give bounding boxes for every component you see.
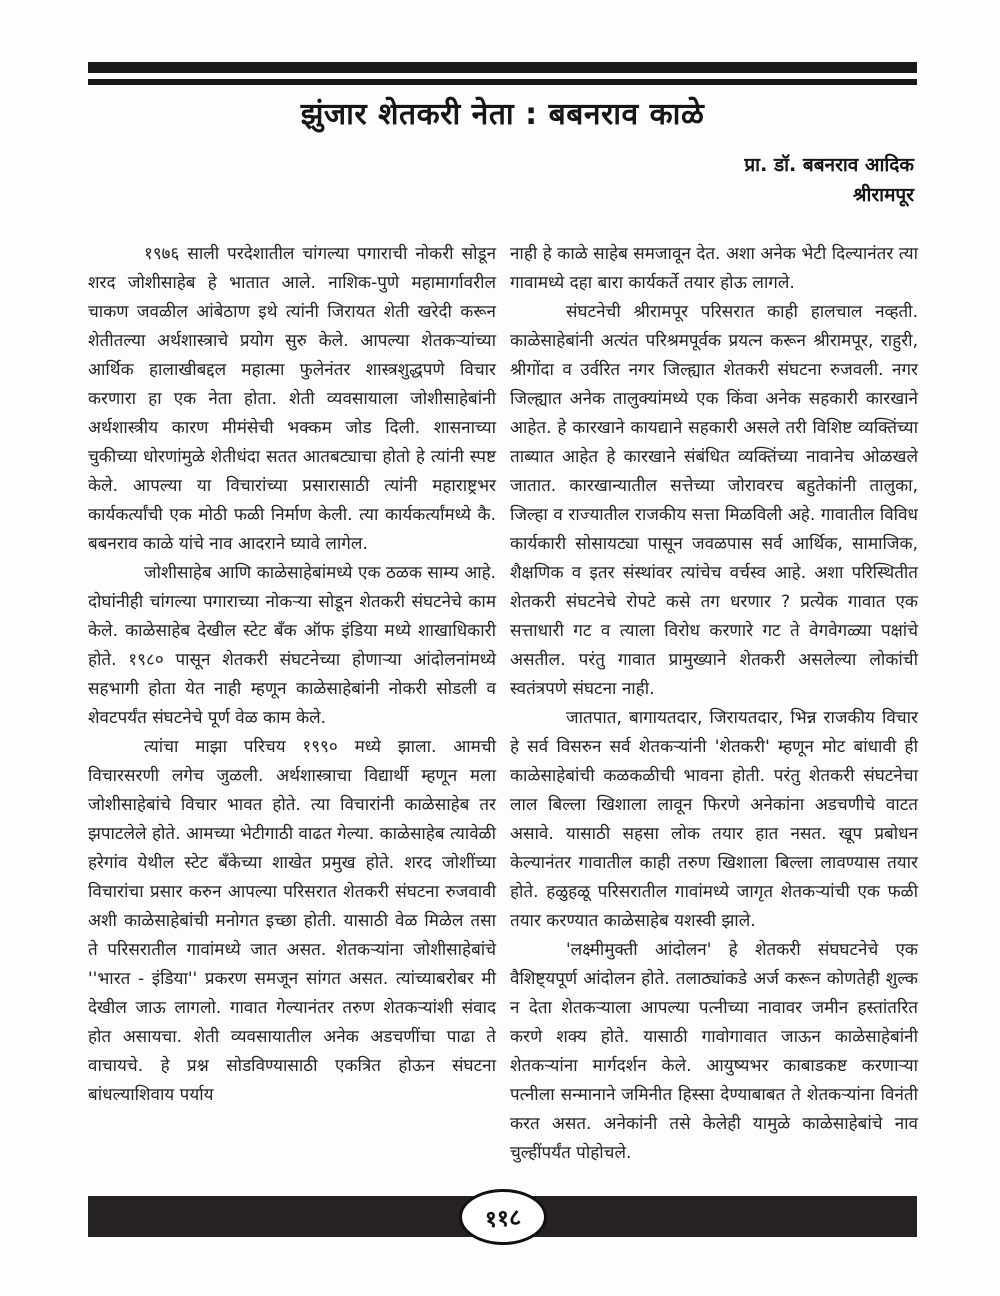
paragraph-acquaintance: त्यांचा माझा परिचय १९९० मध्ये झाला. आमची विचारसरणी लगेच जुळली. अर्थशास्त्राचा विद्यार्थी म्हणून मला जोशीसाहेबांचे विचार भावत होते. त्या विचारांनी काळेसाहेब तर झपाटलेले होते. आमच्या भेटीगाठी वाढत गेल्या. काळेसाहेब त्यावेळी हरेगांव येथील स्टेट बँकेच्या शाखेत प्रमुख होते. शरद जोशींच्या विचारांचा प्रसार करुन आपल्या परिसरात शेतकरी संघटना रुजवावी अशी काळेसाहेबांची मनोगत इच्छा होती. यासाठी वेळ मिळेल तसा ते परिसरातील गावांमध्ये जात असत. शेतकऱ्यांना जोशीसाहेबांचे ''भारत - इंडिया'' प्रकरण समजून सांगत असत. त्यांच्याबरोबर मी देखील जाऊ लागलो. गावात गेल्यानंतर तरुण शेतकऱ्यांशी संवाद होत असायचा. शेती व्यवसायातील अनेक अडचणींचा पाढा ते वाचायचे. हे प्रश्न सोडविण्यासाठी एकत्रित होऊन संघटना बांधल्याशिवाय पर्याय (88, 737, 496, 1105)
author-name: प्रा. डॉ. बबनराव आदिक (744, 154, 914, 176)
author-place: श्रीरामपूर (853, 184, 914, 206)
page-number-badge (459, 1189, 547, 1245)
paragraph-shrirampur: संघटनेची श्रीरामपूर परिसरात काही हालचाल नव्हती. काळेसाहेबांनी अत्यंत परिश्रमपूर्वक प्रयत्न करून श्रीरामपूर, राहुरी, श्रीगोंदा व उर्वरित नगर जिल्ह्यात शेतकरी संघटना रुजवली. नगर जिल्ह्यात अनेक तालुक्यांमध्ये एक किंवा अनेक सहकारी कारखाने आहेत. हे कारखाने कायद्याने सहकारी असले तरी विशिष्ट व्यक्तिंच्या ताब्यात आहेत हे कारखाने संबंधित व्यक्तिंच्या नावानेच ओळखले जातात. कारखान्यातील सत्तेच्या जोरावरच बहुतेकांनी तालुका, जिल्हा व राज्यातील राजकीय सत्ता मिळविली अहे. गावातील विविध कार्यकारी सोसायट्या पासून जवळपास सर्व आर्थिक, सामाजिक, शैक्षणिक व इतर संस्थांवर त्यांचेच वर्चस्व आहे. अशा परिस्थितीत शेतकरी संघटनेचे रोपटे कसे तग धरणार ? प्रत्येक गावात एक सत्ताधारी गट व त्याला विरोध करणारे गट ते वेगवेगळ्या पक्षांचे असतील. परंतु गावात प्रामुख्याने शेतकरी असलेल्या लोकांची स्वतंत्रपणे संघटना नाही. (510, 302, 918, 699)
footer-bar (88, 1196, 917, 1237)
text-columns (88, 240, 918, 1168)
page-number: ११८ (483, 1204, 522, 1233)
left-column (88, 240, 496, 1168)
paragraph-continuation: नाही हे काळे साहेब समजावून देत. अशा अनेक भेटी दिल्यानंतर त्या गावामध्ये दहा बारा कार्यकर्ते तयार होऊ लागले. (510, 244, 918, 293)
right-column (510, 240, 918, 1168)
author-block (744, 150, 914, 210)
top-rule-thin (88, 79, 917, 85)
paragraph-unity: जातपात, बागायतदार, जिरायतदार, भिन्न राजकीय विचार हे सर्व विसरुन सर्व शेतकऱ्यांनी 'शेतकरी' म्हणून मोट बांधावी ही काळेसाहेबांची कळकळीची भावना होती. परंतु शेतकरी संघटनेचा लाल बिल्ला खिशाला लावून फिरणे अनेकांना अडचणीचे वाटत असावे. यासाठी सहसा लोक तयार हात नसत. खूप प्रबोधन केल्यानंतर गावातील काही तरुण खिशाला बिल्ला लावण्यास तयार होते. हळुहळू परिसरातील गावांमध्ये जागृत शेतकऱ्यांची एक फळी तयार करण्यात काळेसाहेब यशस्वी झाले. (510, 708, 918, 931)
article-title: झुंजार शेतकरी नेता : बबनराव काळे (300, 97, 705, 132)
top-rule-thick (88, 62, 917, 73)
paragraph-similarity: जोशीसाहेब आणि काळेसाहेबांमध्ये एक ठळक साम्य आहे. दोघांनीही चांगल्या पगाराच्या नोकऱ्या सोडून शेतकरी संघटनेचे काम केले. काळेसाहेब देखील स्टेट बँक ऑफ इंडिया मध्ये शाखाधिकारी होते. १९८० पासून शेतकरी संघटनेच्या होणाऱ्या आंदोलनांमध्ये सहभागी होता येत नाही म्हणून काळेसाहेबांनी नोकरी सोडली व शेवटपर्यंत संघटनेचे पूर्ण वेळ काम केले. (88, 563, 496, 728)
paragraph-intro: १९७६ साली परदेशातील चांगल्या पगाराची नोकरी सोडून शरद जोशीसाहेब हे भातात आले. नाशिक-पुणे महामार्गावरील चाकण जवळील आंबेठाण इथे त्यांनी जिरायत शेती खरेदी करून शेतीतल्या अर्थशास्त्राचे प्रयोग सुरु केले. आपल्या शेतकऱ्यांच्या आर्थिक हालाखीबद्दल महात्मा फुलेनंतर शास्त्रशुद्धपणे विचार करणारा हा एक नेता होता. शेती व्यवसायाला जोशीसाहेबांनी अर्थशास्त्रीय कारण मीमंसेची भक्कम जोड दिली. शासनाच्या चुकीच्या धोरणांमुळे शेतीधंदा सतत आतबट्याचा होतो हे त्यांनी स्पष्ट केले. आपल्या या विचारांच्या प्रसारासाठी त्यांनी महाराष्ट्रभर कार्यकर्त्यांची एक मोठी फळी निर्माण केली. त्या कार्यकर्त्यांमध्ये कै. बबनराव काळे यांचे नाव आदराने घ्यावे लागेल. (88, 244, 496, 554)
paragraph-laxmimukti: 'लक्ष्मीमुक्ती आंदोलन' हे शेतकरी संघघटनेचे एक वैशिष्ट्यपूर्ण आंदोलन होते. तलाठ्यांकडे अर्ज करून कोणतेही शुल्क न देता शेतकऱ्याला आपल्या पत्नीच्या नावावर जमीन हस्तांतरित करणे शक्य होते. यासाठी गावोगावात जाऊन काळेसाहेबांनी शेतकऱ्यांना मार्गदर्शन केले. आयुष्यभर काबाडकष्ट करणाऱ्या पत्नीला सन्मानाने जमिनीत हिस्सा देण्याबाबत ते शेतकऱ्यांना विनंती करत असत. अनेकांनी तसे केलेही यामुळे काळेसाहेबांचे नाव चुल्हींपर्यंत पोहोचले. (510, 940, 918, 1163)
